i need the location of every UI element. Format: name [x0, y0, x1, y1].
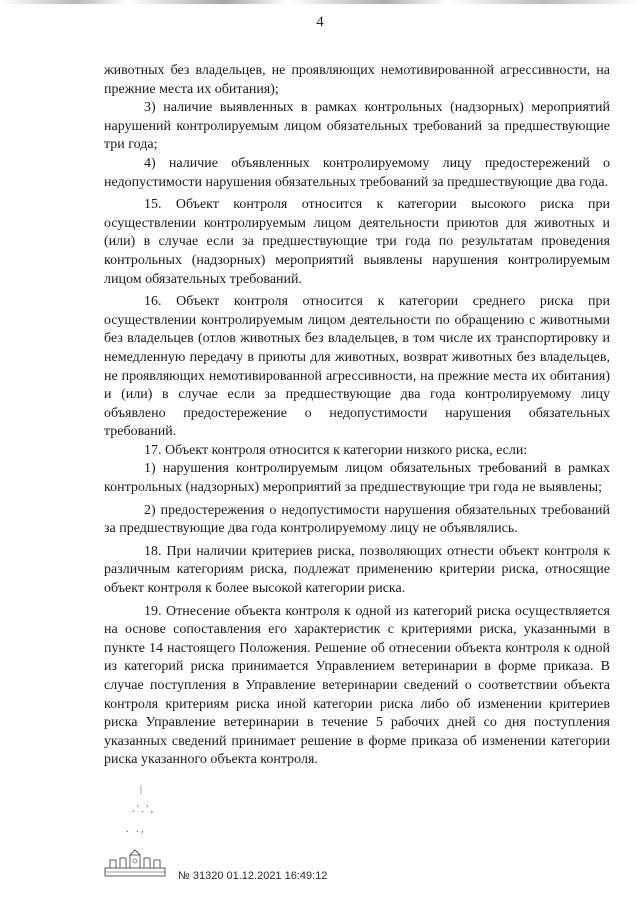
- paragraph-clause-19: 19. Отнесение объекта контроля к одной из категорий риска осуществляется на основе сопоставления его характеристик с критериями риска, указанными в пункте 14 настоящего Положения. Решение об отнесении объекта контроля к одной из категорий риска принимается Управлением ветеринарии в форме приказа. В случае поступления в Управление ветеринарии сведений о соответствии объекта контроля критериям риска иной категории риска либо об изменении критериев риска Управление ветеринарии в течение 5 рабочих дней со дня поступления указанных сведений принимает решение в форме приказа об изменении категории риска указанного объекта контроля.: [104, 603, 610, 768]
- emblem-stamp-icon: [104, 848, 166, 878]
- paragraph-clause-16: 16. Объект контроля относится к категории среднего риска при осуществлении контролируемым лицом деятельности по обращению с животными без владельцев (отлов животных без владельцев, в том числе их транспортировку и немедленную передачу в приюты для животных, возврат животных без владельцев, не проявляющих немотивированной агрессивности, на прежние места их обитания) и (или) в случае если за предшествующие два года контролируемому лицу объявлено предостережение о недопустимости нарушения обязательных требований.: [104, 294, 610, 440]
- paragraph-item-3: 3) наличие выявленных в рамках контрольных (надзорных) мероприятий нарушений контролируемым лицом обязательных требований за предшествующие три года;: [104, 100, 610, 153]
- paragraph-clause-17-item-1: 1) нарушения контролируемым лицом обязательных требований в рамках контрольных (надзорных) мероприятий за предшествующие три года не выявлены;: [104, 461, 610, 496]
- paragraph-clause-15: 15. Объект контроля относится к категории высокого риска при осуществлении контролируемым лицом деятельности приютов для животных и (или) в случае если за предшествующие три года по результатам проведения контрольных (надзорных) мероприятий выявлены нарушения контролируемым лицом обязательных требований.: [104, 197, 610, 287]
- scan-marks: | . ' . ' , . . ,: [126, 784, 154, 835]
- paragraph-clause-18: 18. При наличии критериев риска, позволяющих отнести объект контроля к различным категориям риска, подлежат применению критерии риска, относящие объект контроля к более высокой категории риска.: [104, 543, 610, 597]
- scan-top-edge: [0, 0, 640, 4]
- page-number: 4: [316, 14, 324, 30]
- paragraph-continuation: животных без владельцев, не проявляющих немотивированной агрессивности, на прежние места их обитания);: [104, 63, 610, 97]
- document-body: [104, 62, 610, 770]
- paragraph-clause-17-item-2: 2) предостережения о недопустимости нарушения обязательных требований за предшествующие два года контролируемому лицу не объявлялись.: [104, 502, 610, 537]
- paragraph-clause-17: 17. Объект контроля относится к категории низкого риска, если:: [144, 442, 528, 458]
- document-registration-code: № 31320 01.12.2021 16:49:12: [178, 870, 328, 882]
- paragraph-item-4: 4) наличие объявленных контролируемому лицу предостережений о недопустимости нарушения обязательных требований за предшествующие два года.: [104, 155, 610, 190]
